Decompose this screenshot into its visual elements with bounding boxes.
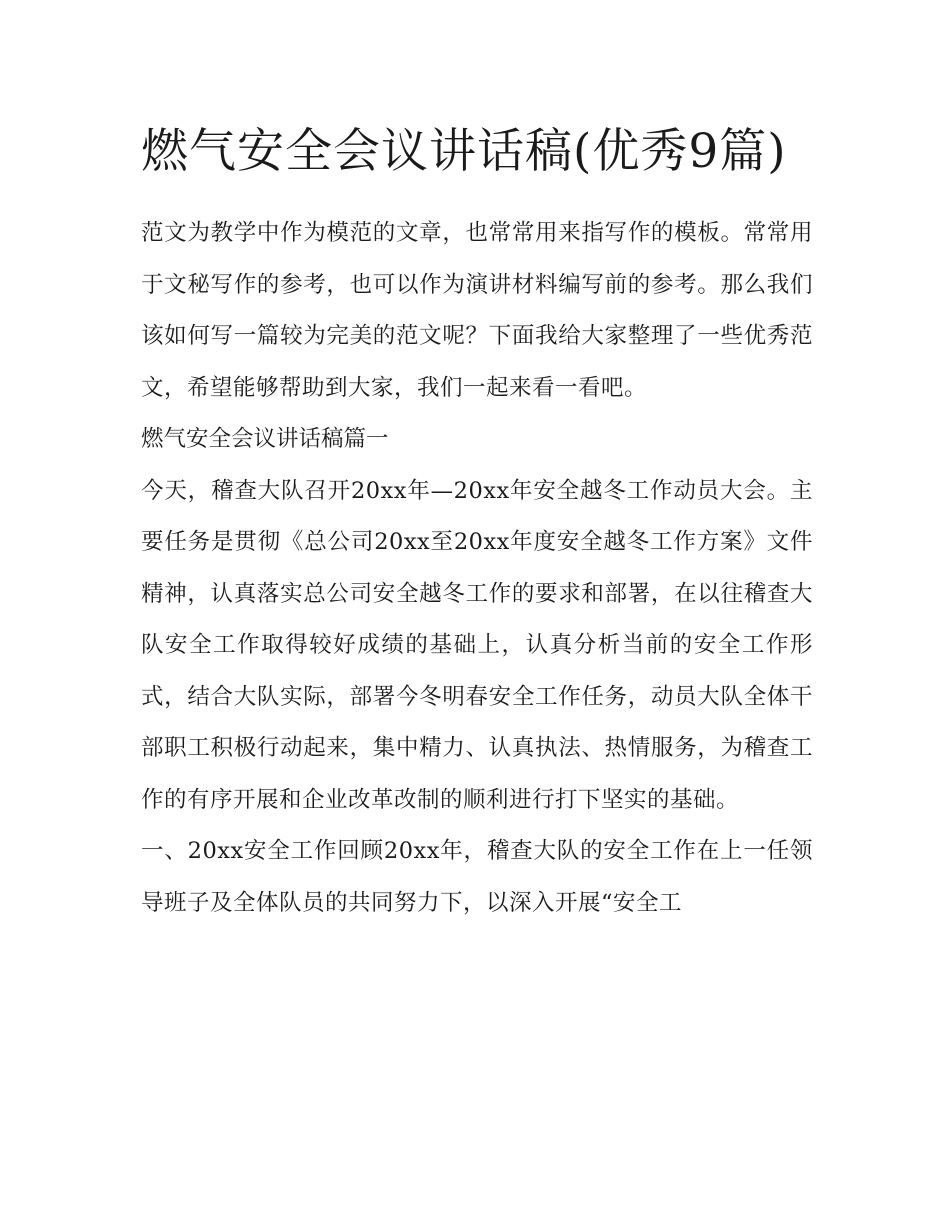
section-heading: 燃气安全会议讲话稿篇一: [141, 426, 389, 452]
document-page: [141, 112, 813, 929]
intro-paragraph: 范文为教学中作为模范的文章，也常常用来指写作的模板。常常用于文秘写作的参考，也可以作为演讲材料编写前的参考。那么我们该如何写一篇较为完美的范文呢？下面我给大家整理了一些优秀范文，希望能够帮助到大家，我们一起来看一看吧。: [141, 220, 813, 401]
document-title: 燃气安全会议讲话稿(优秀9篇): [141, 124, 787, 179]
body-paragraph-2: 一、20xx安全工作回顾20xx年，稽查大队的安全工作在上一任领导班子及全体队员的共同努力下，以深入开展“安全工: [141, 838, 813, 916]
body-paragraph-1: 今天，稽查大队召开20xx年—20xx年安全越冬工作动员大会。主要任务是贯彻《总公司20xx至20xx年度安全越冬工作方案》文件精神，认真落实总公司安全越冬工作的要求和部署，在以往稽查大队安全工作取得较好成绩的基础上，认真分析当前的安全工作形式，结合大队实际，部署今冬明春安全工作任务，动员大队全体干部职工积极行动起来，集中精力、认真执法、热情服务，为稽查工作的有序开展和企业改革改制的顺利进行打下坚实的基础。: [141, 477, 813, 813]
